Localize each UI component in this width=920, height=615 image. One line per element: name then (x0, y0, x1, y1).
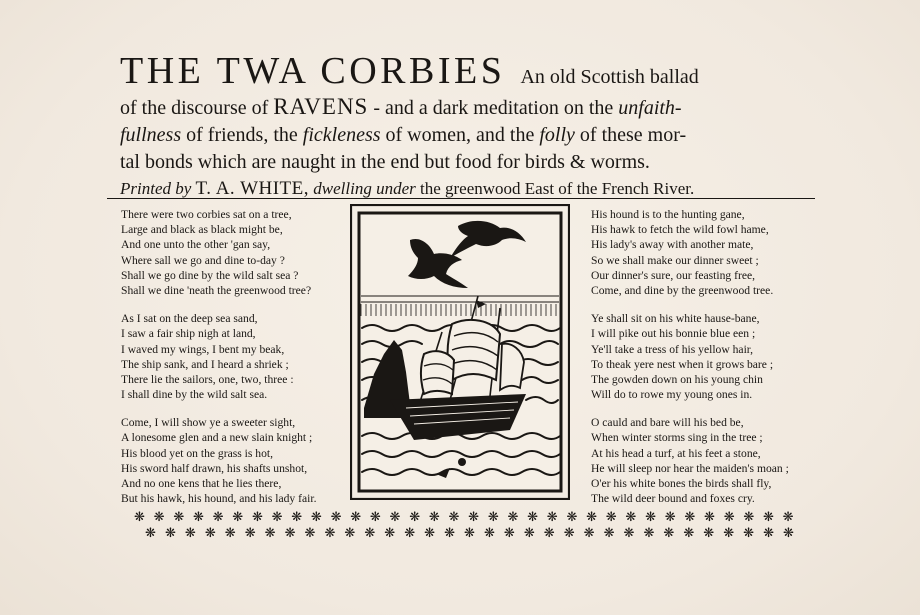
ornament-glyph: ❋ (643, 526, 655, 541)
intro-line-3: tal bonds which are naught in the end but food for birds & worms. (120, 151, 650, 173)
ornament-glyph: ❋ (224, 526, 236, 541)
left-poem-column (121, 207, 316, 519)
ornament-glyph: ❋ (523, 526, 535, 541)
ornament-glyph: ❋ (487, 510, 499, 525)
ornament-glyph: ❋ (134, 510, 145, 525)
header-block (120, 52, 840, 200)
ornament-glyph: ❋ (723, 526, 735, 541)
ornament-glyph: ❋ (204, 526, 216, 541)
ornament-glyph: ❋ (566, 510, 578, 525)
poem-line: The gowden down on his young chin (591, 372, 763, 386)
subtitle-lead: An old Scottish ballad (520, 66, 699, 88)
poem-line: There were two corbies sat on a tree, (121, 208, 292, 221)
ornament-glyph: ❋ (623, 526, 635, 541)
poem-line: As I sat on the deep sea sand, (121, 312, 258, 326)
ornament-glyph: ❋ (723, 510, 735, 525)
poem-line: There lie the sailors, one, two, three : (121, 372, 294, 386)
ornament-glyph: ❋ (782, 510, 794, 525)
poem-line: When winter storms sing in the tree ; (591, 431, 763, 445)
poem-line: His hound is to the hunting gane, (591, 208, 745, 221)
poem-line: Come, and dine by the greenwood tree. (591, 283, 774, 297)
ornament-glyph: ❋ (743, 510, 755, 525)
ornament-glyph: ❋ (625, 510, 637, 525)
ornament-glyph: ❋ (251, 510, 263, 525)
ornament-glyph: ❋ (404, 526, 416, 541)
ornament-border (134, 510, 794, 542)
ornament-glyph: ❋ (468, 510, 480, 525)
ornament-glyph: ❋ (586, 510, 597, 525)
ornament-glyph: ❋ (284, 526, 296, 541)
ornament-glyph: ❋ (212, 510, 224, 525)
poem-line: Ye'll take a tress of his yellow hair, (591, 342, 754, 356)
ornament-glyph: ❋ (164, 526, 176, 541)
poem-line: Shall we dine 'neath the greenwood tree? (121, 283, 312, 297)
poem-line: His lady's away with another mate, (591, 238, 754, 252)
ornament-glyph: ❋ (424, 526, 436, 541)
ornament-glyph: ❋ (605, 510, 617, 525)
ornament-glyph: ❋ (527, 510, 539, 525)
debris-icon (458, 458, 466, 466)
ornament-glyph: ❋ (264, 526, 276, 541)
ornament-glyph: ❋ (603, 526, 615, 541)
ornament-glyph: ❋ (173, 510, 185, 525)
ornament-glyph: ❋ (683, 526, 695, 541)
ornament-glyph: ❋ (507, 510, 519, 525)
poem-line: At his head a turf, at his feet a stone, (591, 446, 761, 460)
ornament-glyph: ❋ (483, 526, 495, 541)
poem-line: His blood yet on the grass is hot, (121, 446, 273, 460)
poem-line: Where sall we go and dine to-day ? (121, 253, 285, 267)
ornament-glyph: ❋ (704, 510, 715, 525)
poem-line: Come, I will show ye a sweeter sight, (121, 416, 296, 430)
ornament-glyph: ❋ (364, 526, 376, 541)
poem-line: The ship sank, and I heard a shriek ; (121, 357, 289, 371)
ornament-glyph: ❋ (369, 510, 381, 525)
poem-line: I shall dine by the wild salt sea. (121, 388, 268, 402)
ornament-glyph: ❋ (563, 526, 575, 541)
ornament-glyph: ❋ (684, 510, 696, 525)
ornament-glyph: ❋ (232, 510, 244, 525)
ornament-glyph: ❋ (448, 510, 460, 525)
ornament-glyph: ❋ (664, 510, 676, 525)
poem-line: Shall we go dine by the wild salt sea ? (121, 268, 299, 282)
poem-line: A lonesome glen and a new slain knight ; (121, 431, 313, 445)
poem-line: O'er his white bones the birds shall fly, (591, 477, 772, 490)
poem-line: Our dinner's sure, our feasting free, (591, 268, 756, 282)
stanza (591, 415, 789, 506)
poem-line: I will pike out his bonnie blue een ; (591, 327, 756, 341)
ornament-glyph: ❋ (384, 526, 396, 541)
poem-line: But his hawk, his hound, and his lady fair. (121, 492, 317, 506)
ravens-ship-woodcut (350, 204, 570, 500)
poem-line: And one unto the other 'gan say, (121, 238, 271, 252)
ornament-row-1 (134, 510, 794, 526)
stanza (591, 207, 789, 298)
poem-line: So we shall make our dinner sweet ; (591, 253, 759, 267)
intro-line-2: fullness of friends, the fickleness of women, and the folly of these mor- (120, 124, 687, 146)
ornament-glyph: ❋ (703, 526, 715, 541)
ornament-glyph: ❋ (645, 510, 656, 525)
ornament-glyph: ❋ (583, 526, 595, 541)
poem-line: He will sleep nor hear the maiden's moan ; (591, 461, 789, 475)
ornament-glyph: ❋ (546, 510, 558, 525)
intro-line-1: of the discourse of RAVENS - and a dark meditation on the unfaith- (120, 94, 682, 119)
ornament-glyph: ❋ (743, 526, 755, 541)
stanza (121, 207, 316, 298)
ornament-glyph: ❋ (153, 510, 165, 525)
ornament-glyph: ❋ (184, 526, 196, 541)
stanza (121, 415, 316, 506)
right-poem-column (591, 207, 789, 519)
header-rule (107, 198, 815, 199)
poem-line: To theak yere nest when it grows bare ; (591, 357, 774, 371)
ornament-glyph: ❋ (763, 510, 774, 525)
title-line (120, 52, 840, 97)
ornament-glyph: ❋ (464, 526, 475, 541)
ornament-glyph: ❋ (145, 526, 156, 541)
ornament-glyph: ❋ (389, 510, 401, 525)
stanza (591, 311, 789, 402)
imprint-line: Printed by T. A. WHITE, dwelling under the greenwood East of the French River. (120, 178, 695, 199)
page-title: THE TWA CORBIES (120, 50, 506, 92)
ornament-glyph: ❋ (271, 510, 283, 525)
ornament-glyph: ❋ (350, 510, 362, 525)
poem-line: The wild deer bound and foxes cry. (591, 492, 755, 506)
poem-line: I waved my wings, I bent my beak, (121, 342, 285, 356)
ornament-glyph: ❋ (763, 526, 774, 541)
ornament-glyph: ❋ (324, 526, 336, 541)
ornament-glyph: ❋ (409, 510, 421, 525)
ornament-glyph: ❋ (444, 526, 455, 541)
ornament-glyph: ❋ (783, 526, 794, 541)
ornament-glyph: ❋ (291, 510, 303, 525)
poem-line: Ye shall sit on his white hause-bane, (591, 312, 760, 326)
ornament-glyph: ❋ (310, 510, 322, 525)
poem-line: His hawk to fetch the wild fowl hame, (591, 223, 769, 237)
poem-line: His sword half drawn, his shafts unshot, (121, 461, 308, 475)
poem-line: Will do to rowe my young ones in. (591, 388, 753, 402)
ornament-glyph: ❋ (543, 526, 555, 541)
ornament-glyph: ❋ (330, 510, 342, 525)
ornament-glyph: ❋ (244, 526, 256, 541)
poem-line: O cauld and bare will his bed be, (591, 416, 744, 430)
ornament-glyph: ❋ (663, 526, 675, 541)
poem-line: I saw a fair ship nigh at land, (121, 327, 256, 341)
poem-line: Large and black as black might be, (121, 223, 283, 237)
stanza (121, 311, 316, 402)
ornament-glyph: ❋ (428, 510, 440, 525)
ornament-row-2 (134, 526, 794, 542)
ornament-glyph: ❋ (192, 510, 204, 525)
ornament-glyph: ❋ (503, 526, 515, 541)
ornament-glyph: ❋ (344, 526, 356, 541)
ornament-glyph: ❋ (304, 526, 316, 541)
poem-line: And no one kens that he lies there, (121, 477, 282, 490)
intro-paragraph (120, 93, 840, 176)
